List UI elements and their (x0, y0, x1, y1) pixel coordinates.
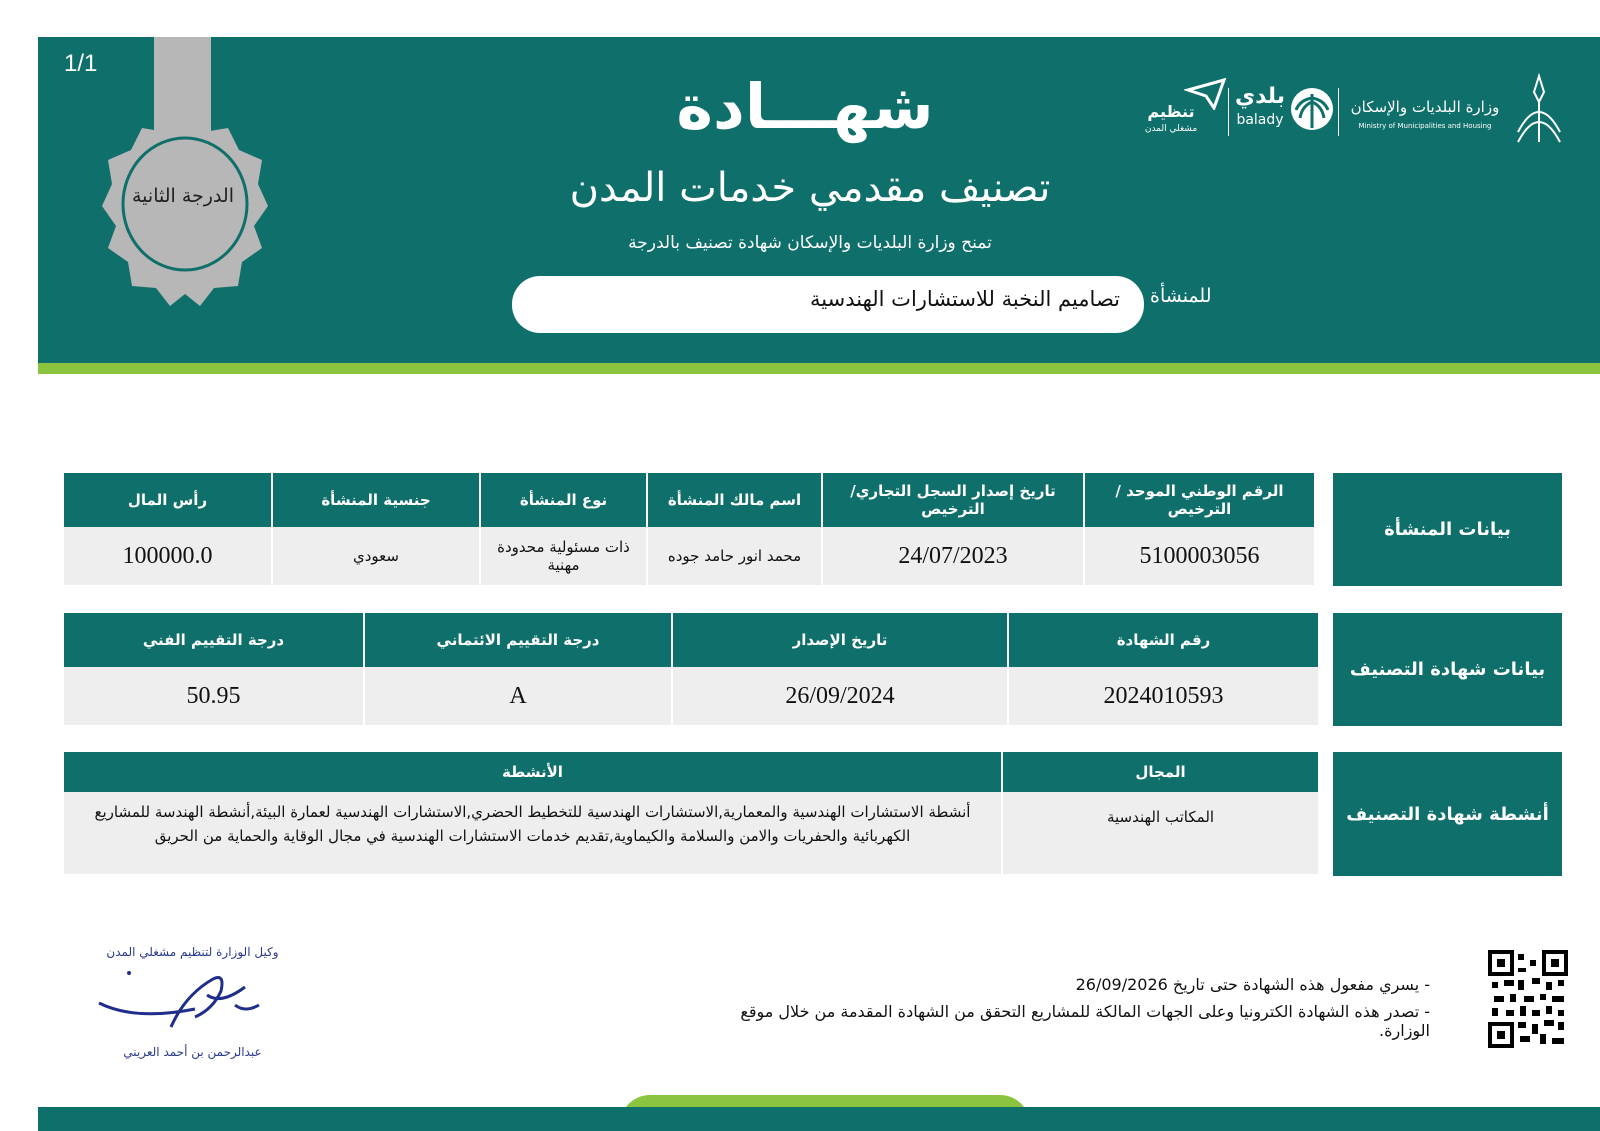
value-credit-rating: A (364, 667, 672, 725)
value-nationality: سعودي (272, 527, 480, 585)
baladi-en: balady (1236, 112, 1284, 128)
value-national-number: 5100003056 (1084, 527, 1314, 585)
value-technical-rating: 50.95 (64, 667, 364, 725)
value-type: ذات مسئولية محدودة مهنية (480, 527, 647, 585)
value-certificate-number: 2024010593 (1008, 667, 1318, 725)
signature-icon (95, 965, 265, 1037)
footer-bar (38, 1107, 1600, 1131)
tanzeem-sub: مشغلي المدن (1144, 124, 1198, 134)
logo-divider (1338, 88, 1339, 136)
establishment-table (64, 473, 1314, 585)
section-label-certificate: بيانات شهادة التصنيف (1333, 613, 1562, 726)
activities-table (64, 752, 1318, 874)
header-green-line (38, 363, 1600, 374)
header-capital: رأس المال (64, 473, 272, 527)
header-national-number: الرقم الوطني الموحد /الترخيص (1084, 473, 1314, 527)
table-row (64, 667, 1318, 725)
table-row (64, 527, 1314, 585)
validity-note: - يسري مفعول هذه الشهادة حتى تاريخ 26/09/2026 (1075, 975, 1430, 994)
baladi-ar: بلدي (1234, 84, 1286, 109)
ministry-name-ar: وزارة البلديات والإسكان (1350, 98, 1500, 116)
section-label-establishment: بيانات المنشأة (1333, 473, 1562, 586)
signatory-name: عبدالرحمن بن أحمد العريني (123, 1045, 262, 1059)
signature-block (85, 945, 300, 1065)
header-owner: اسم مالك المنشأة (647, 473, 822, 527)
header-credit-rating: درجة التقييم الائتماني (364, 613, 672, 667)
value-issue-date: 26/09/2024 (672, 667, 1008, 725)
establishment-label: للمنشأة (1150, 285, 1212, 307)
signatory-title: وكيل الوزارة لتنظيم مشغلي المدن (106, 945, 279, 959)
header-technical-rating: درجة التقييم الفني (64, 613, 364, 667)
ministry-emblem-icon (1510, 72, 1568, 152)
certificate-subtitle: تصنيف مقدمي خدمات المدن (569, 165, 1051, 211)
establishment-name: تصاميم النخبة للاستشارات الهندسية (810, 287, 1120, 311)
qr-code-icon (1488, 950, 1568, 1048)
section-label-activities: أنشطة شهادة التصنيف (1333, 752, 1562, 876)
grant-text: تمنح وزارة البلديات والإسكان شهادة تصنيف بالدرجة (628, 233, 992, 253)
value-activities: أنشطة الاستشارات الهندسية والمعمارية,الاستشارات الهندسية للتخطيط الحضري,الاستشارات الهندسية لعمارة البيئة,أنشطة الهندسة للمشاريع الكهربائية والحفريات والامن والسلامة والكيماوية,تقديم خدمات الاستشارات الهندسية في مجال الوقاية والحماية من الحريق (64, 792, 1002, 874)
header-nationality: جنسية المنشأة (272, 473, 480, 527)
header-activities: الأنشطة (64, 752, 1002, 792)
header-cr-date: تاريخ إصدار السجل التجاري/ الترخيص (822, 473, 1084, 527)
grade-badge-text: الدرجة الثانية (132, 185, 234, 207)
certificate-table (64, 613, 1318, 725)
certificate-notes (700, 975, 1430, 1048)
value-field: المكاتب الهندسية (1002, 792, 1318, 874)
page-number: 1/1 (64, 50, 98, 77)
ministry-name-en: Ministry of Municipalities and Housing (1358, 122, 1492, 130)
seal-badge-icon (102, 118, 268, 306)
table-row (64, 792, 1318, 874)
tanzeem-ar: تنظيم (1147, 102, 1195, 121)
header-type: نوع المنشأة (480, 473, 647, 527)
value-capital: 100000.0 (64, 527, 272, 585)
header-issue-date: تاريخ الإصدار (672, 613, 1008, 667)
logos-group (1144, 70, 1570, 160)
value-owner: محمد انور حامد جوده (647, 527, 822, 585)
baladi-palm-icon (1290, 84, 1334, 134)
logo-divider-2 (1228, 88, 1229, 136)
certificate-title: شهـــادة (676, 70, 934, 143)
electronic-note: - تصدر هذه الشهادة الكترونيا وعلى الجهات المالكة للمشاريع التحقق من الشهادة المقدمة من خلال موقع الوزارة. (740, 1002, 1430, 1040)
header-field: المجال (1002, 752, 1318, 792)
value-cr-date: 24/07/2023 (822, 527, 1084, 585)
header-certificate-number: رقم الشهادة (1008, 613, 1318, 667)
